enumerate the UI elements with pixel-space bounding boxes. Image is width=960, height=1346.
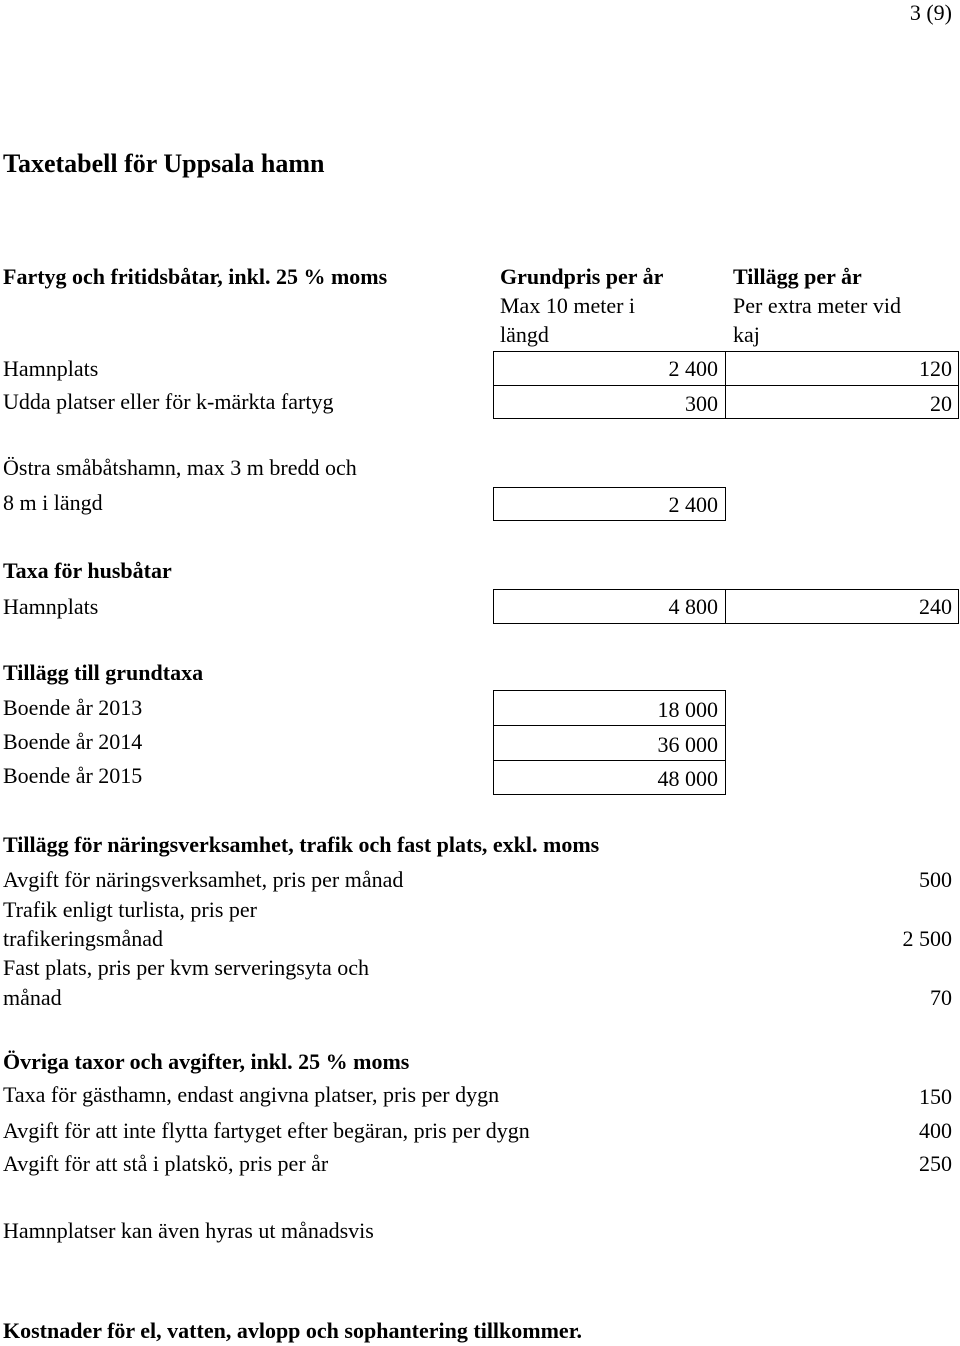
row-label-hamnplats: Hamnplats — [3, 356, 99, 381]
column-header-tillagg: Tillägg per år — [733, 264, 862, 289]
section-heading-grundtaxa: Tillägg till grundtaxa — [3, 660, 204, 685]
naring-row3-label-line2: månad — [3, 985, 62, 1010]
grundtaxa-value-2014: 36 000 — [657, 732, 718, 757]
grundtaxa-value-2013: 18 000 — [657, 697, 718, 722]
husbatar-column-divider — [725, 589, 726, 624]
column-subheader-tillagg-2: kaj — [733, 322, 760, 347]
row-value-udda-base: 300 — [685, 391, 718, 416]
naring-row2-label-line2: trafikeringsmånad — [3, 926, 164, 951]
section-heading-naringsverksamhet: Tillägg för näringsverksamhet, trafik och fast plats, exkl. moms — [3, 832, 600, 857]
naring-row2-value: 2 500 — [902, 926, 952, 951]
grundtaxa-value-2015: 48 000 — [657, 766, 718, 791]
section-heading-fartyg: Fartyg och fritidsbåtar, inkl. 25 % moms — [3, 264, 388, 289]
ovriga-row3-value: 250 — [919, 1151, 952, 1176]
section-heading-husbatar: Taxa för husbåtar — [3, 558, 172, 583]
ostra-label-line1: Östra småbåtshamn, max 3 m bredd och — [3, 455, 357, 480]
naring-row1-label: Avgift för näringsverksamhet, pris per månad — [3, 867, 404, 892]
naring-row3-value: 70 — [930, 985, 952, 1010]
column-header-grundpris: Grundpris per år — [500, 264, 664, 289]
column-subheader-grundpris-1: Max 10 meter i — [500, 293, 636, 318]
naring-row1-value: 500 — [919, 867, 952, 892]
ovriga-row1-value: 150 — [919, 1084, 952, 1109]
fartyg-table-divider — [493, 385, 959, 386]
ovriga-row1-label: Taxa för gästhamn, endast angivna platser, pris per dygn — [3, 1082, 500, 1107]
column-subheader-tillagg-1: Per extra meter vid — [733, 293, 901, 318]
row-label-udda-platser: Udda platser eller för k-märkta fartyg — [3, 389, 334, 414]
husbatar-base: 4 800 — [668, 594, 718, 619]
husbatar-extra: 240 — [919, 594, 952, 619]
ovriga-row2-value: 400 — [919, 1118, 952, 1143]
ovriga-row2-label: Avgift för att inte flytta fartyget efter begäran, pris per dygn — [3, 1118, 530, 1143]
section-heading-ovriga: Övriga taxor och avgifter, inkl. 25 % moms — [3, 1049, 410, 1074]
grundtaxa-divider-2 — [493, 760, 726, 761]
grundtaxa-label-2013: Boende år 2013 — [3, 695, 143, 720]
ostra-value: 2 400 — [668, 492, 718, 517]
page-title: Taxetabell för Uppsala hamn — [3, 149, 325, 178]
grundtaxa-label-2015: Boende år 2015 — [3, 763, 143, 788]
ovriga-row3-label: Avgift för att stå i platskö, pris per år — [3, 1151, 329, 1176]
page-number: 3 (9) — [909, 0, 952, 25]
row-value-udda-extra: 20 — [930, 391, 952, 416]
note-monthly-rental: Hamnplatser kan även hyras ut månadsvis — [3, 1218, 374, 1243]
footer-costs-note: Kostnader för el, vatten, avlopp och sophantering tillkommer. — [3, 1318, 582, 1343]
grundtaxa-divider-1 — [493, 725, 726, 726]
ostra-label-line2: 8 m i längd — [3, 490, 103, 515]
grundtaxa-label-2014: Boende år 2014 — [3, 729, 143, 754]
row-value-hamnplats-extra: 120 — [919, 356, 952, 381]
husbatar-label: Hamnplats — [3, 594, 99, 619]
row-value-hamnplats-base: 2 400 — [668, 356, 718, 381]
naring-row3-label-line1: Fast plats, pris per kvm serveringsyta och — [3, 955, 369, 980]
naring-row2-label-line1: Trafik enligt turlista, pris per — [3, 897, 257, 922]
fartyg-table-column-divider — [725, 351, 726, 419]
column-subheader-grundpris-2: längd — [500, 322, 549, 347]
